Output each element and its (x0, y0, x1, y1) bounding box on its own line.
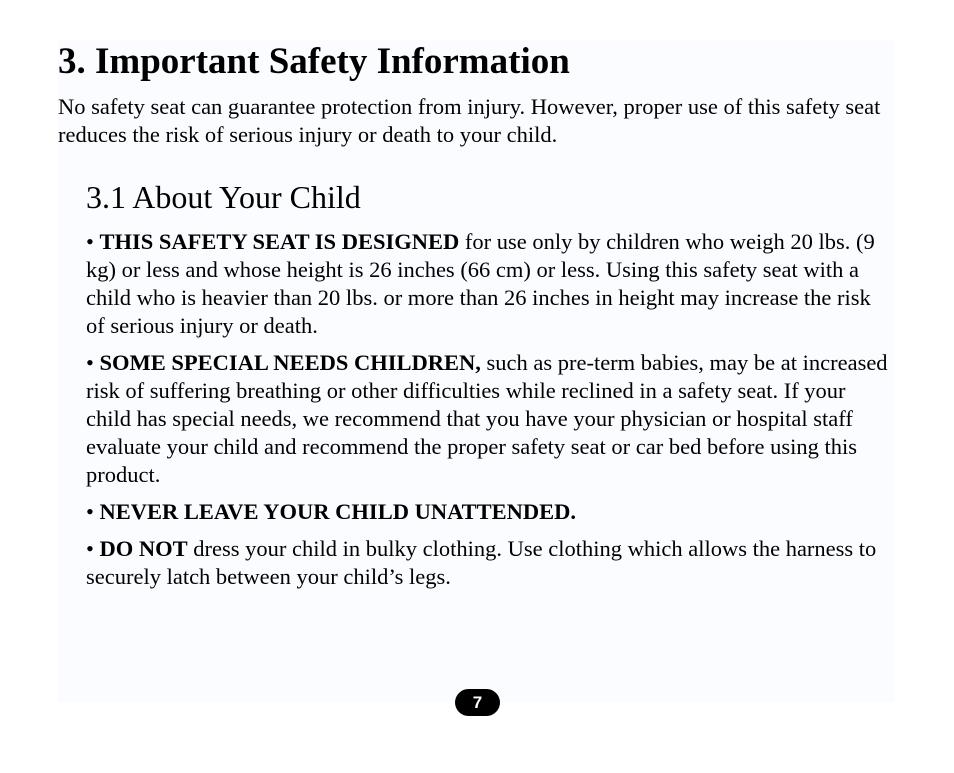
bullet-dot: • (86, 536, 94, 561)
page-number-badge: 7 (455, 689, 500, 716)
page-title: 3. Important Safety Information (58, 41, 570, 82)
section-heading: 3.1 About Your Child (86, 179, 361, 215)
bullet-item-clothing (86, 535, 892, 591)
bullet-lead: SOME SPECIAL NEEDS CHILDREN, (99, 350, 481, 375)
bullet-lead: NEVER LEAVE YOUR CHILD UNATTENDED. (99, 499, 577, 524)
bullet-lead: DO NOT (99, 536, 188, 561)
bullet-text: such as pre-term babies, may be at increased risk of suffering breathing or other difficulties while reclined in a safety seat. If your child has special needs, we recommend that you have your physician or hospital staff evaluate your child and recommend the proper safety seat or car bed before using this product. (86, 350, 888, 487)
bullet-item-special-needs (86, 349, 892, 489)
bullet-dot: • (86, 499, 94, 524)
intro-paragraph: No safety seat can guarantee protection from injury. However, proper use of this safety seat reduces the risk of serious injury or death to your child. (58, 94, 881, 147)
bullet-list (86, 228, 892, 600)
bullet-item-designed (86, 228, 892, 340)
bullet-lead: THIS SAFETY SEAT IS DESIGNED (99, 229, 460, 254)
bullet-dot: • (86, 229, 94, 254)
bullet-text: for use only by children who weigh 20 lbs. (9 kg) or less and whose height is 26 inches (66 cm) or less. Using this safety seat with a child who is heavier than 20 lbs. or more than 26 inches in height may increase the risk of serious injury or death. (86, 229, 875, 338)
bullet-item-unattended (86, 498, 892, 526)
bullet-dot: • (86, 350, 94, 375)
bullet-text: dress your child in bulky clothing. Use clothing which allows the harness to securely latch between your child’s legs. (86, 536, 877, 589)
